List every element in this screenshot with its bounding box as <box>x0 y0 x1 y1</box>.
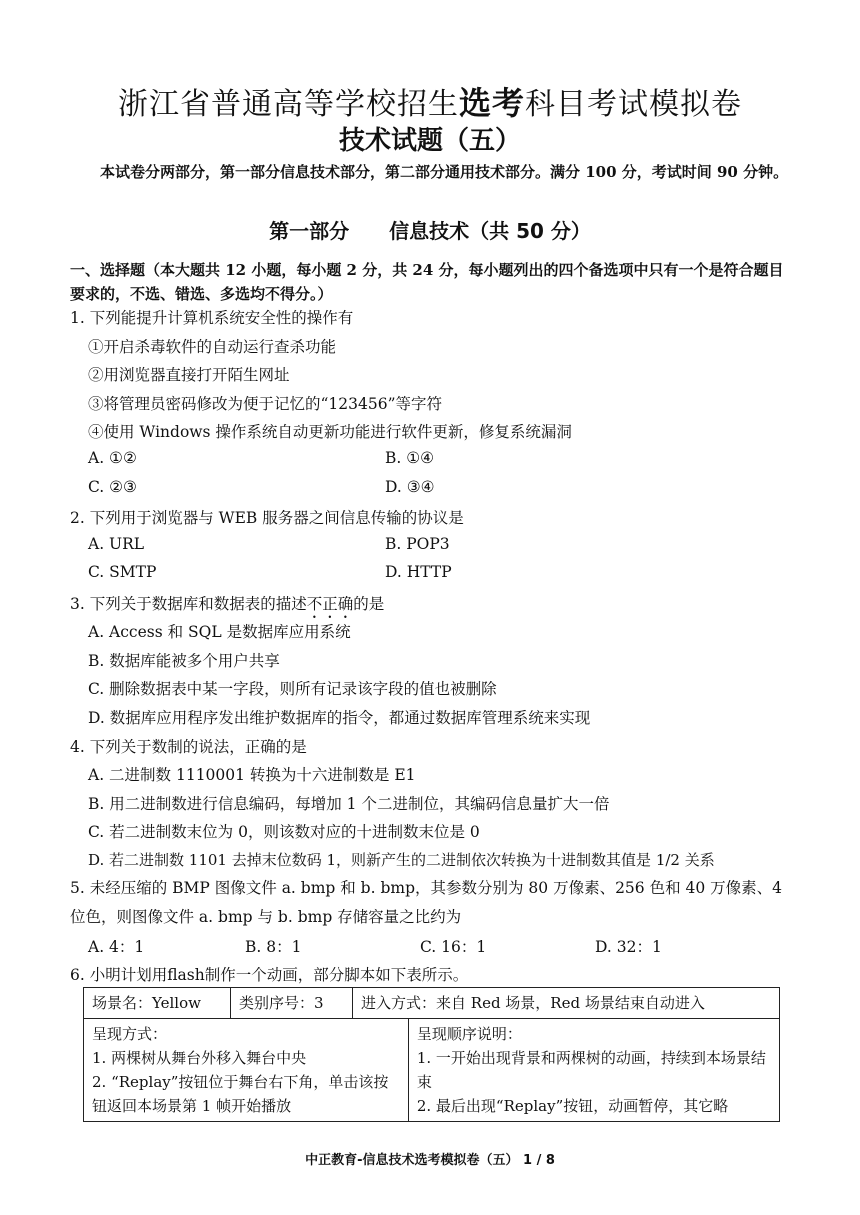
question-1-item: ②用浏览器直接打开陌生网址 <box>88 366 290 384</box>
question-4-option-c: C. 若二进制数末位为 0，则该数对应的十进制数末位是 0 <box>88 823 480 841</box>
order-description-item: 1. 一开始出现背景和两棵树的动画，持续到本场景结束 <box>416 1049 766 1091</box>
order-description-cell <box>408 1019 779 1122</box>
part-title: 信息技术（共 50 分） <box>389 219 591 243</box>
part-name: 第一部分 <box>269 219 350 243</box>
flash-script-table <box>83 987 780 1122</box>
exam-title <box>0 78 860 124</box>
question-1-option-d: D. ③④ <box>385 478 435 496</box>
presentation-title: 呈现方式： <box>92 1025 168 1043</box>
title-part-1: 浙江省普通高等学校招生 <box>117 87 459 122</box>
question-5-option-b: B. 8：1 <box>245 938 302 956</box>
entry-mode-cell: 进入方式：来自 Red 场景，Red 场景结束自动进入 <box>353 988 780 1019</box>
title-part-2: 科目考试模拟卷 <box>525 87 742 122</box>
table-row <box>84 988 780 1019</box>
question-6-stem: 6. 小明计划用flash制作一个动画，部分脚本如下表所示。 <box>70 966 469 984</box>
question-2-option-d: D. HTTP <box>385 563 452 581</box>
question-4-stem: 4. 下列关于数制的说法，正确的是 <box>70 738 307 756</box>
question-4-option-a: A. 二进制数 1110001 转换为十六进制数是 E1 <box>88 766 416 784</box>
question-5-option-a: A. 4：1 <box>88 938 145 956</box>
exam-intro: 本试卷分两部分，第一部分信息技术部分，第二部分通用技术部分。满分 100 分，考试时间 90 分钟。 <box>100 163 789 181</box>
question-2-option-c: C. SMTP <box>88 563 157 581</box>
question-5-option-c: C. 16：1 <box>420 938 487 956</box>
order-description-title: 呈现顺序说明： <box>416 1025 522 1043</box>
question-5-stem: 5. 未经压缩的 BMP 图像文件 a. bmp 和 b. bmp，其参数分别为 80 万像素、256 色和 40 万像素、4 位色，则图像文件 a. bmp 与 b. bmp 存储容量之比约为 <box>70 879 783 926</box>
question-1-option-b: B. ①④ <box>385 449 435 467</box>
order-number-cell: 类别序号：3 <box>231 988 353 1019</box>
question-1-option-a: A. ①② <box>88 449 137 467</box>
question-2-option-b: B. POP3 <box>385 535 450 553</box>
question-1-item: ③将管理员密码修改为便于记忆的“123456”等字符 <box>88 395 443 413</box>
question-1-stem: 1. 下列能提升计算机系统安全性的操作有 <box>70 309 354 327</box>
question-3-option-c: C. 删除数据表中某一字段，则所有记录该字段的值也被删除 <box>88 680 497 698</box>
question-3-stem-pre: 3. 下列关于数据库和数据表的描述 <box>70 595 307 613</box>
question-5-option-d: D. 32：1 <box>595 938 662 956</box>
presentation-item: 1. 两棵树从舞台外移入舞台中央 <box>92 1049 307 1067</box>
question-4-option-d: D. 若二进制数 1101 去掉末位数码 1，则新产生的二进制依次转换为十进制数其值是 1/2 关系 <box>88 851 715 869</box>
section-heading: 一、选择题（本大题共 12 小题，每小题 2 分，共 24 分，每小题列出的四个备选项中只有一个是符合题目要求的，不选、错选、多选均不得分。） <box>70 261 784 303</box>
question-1-item: ④使用 Windows 操作系统自动更新功能进行软件更新，修复系统漏洞 <box>88 423 572 441</box>
part-heading <box>0 215 860 244</box>
scene-name-cell: 场景名：Yellow <box>84 988 231 1019</box>
order-description-item: 2. 最后出现“Replay”按钮，动画暂停，其它略 <box>416 1097 729 1115</box>
presentation-item: 2. “Replay”按钮位于舞台右下角，单击该按钮返回本场景第 1 帧开始播放 <box>92 1073 389 1115</box>
title-part-bold: 选考 <box>458 84 525 122</box>
question-1-option-c: C. ②③ <box>88 478 137 496</box>
question-4-option-b: B. 用二进制数进行信息编码，每增加 1 个二进制位，其编码信息量扩大一倍 <box>88 795 610 813</box>
question-2-stem: 2. 下列用于浏览器与 WEB 服务器之间信息传输的协议是 <box>70 509 464 527</box>
exam-subtitle: 技术试题（五） <box>338 126 521 156</box>
question-1-item: ①开启杀毒软件的自动运行查杀功能 <box>88 338 337 356</box>
question-3-stem <box>70 592 384 622</box>
question-2-option-a: A. URL <box>88 535 145 553</box>
question-3-option-d: D. 数据库应用程序发出维护数据库的指令，都通过数据库管理系统来实现 <box>88 709 591 727</box>
question-3-option-b: B. 数据库能被多个用户共享 <box>88 652 280 670</box>
question-3-stem-post: 的是 <box>353 595 385 613</box>
page-footer: 中正教育-信息技术选考模拟卷（五） 1 / 8 <box>305 1153 555 1168</box>
question-3-stem-emphasis: 不正确 <box>306 595 354 613</box>
presentation-cell <box>84 1019 409 1122</box>
table-row <box>84 1019 780 1122</box>
question-3-option-a: A. Access 和 SQL 是数据库应用系统 <box>88 623 351 641</box>
